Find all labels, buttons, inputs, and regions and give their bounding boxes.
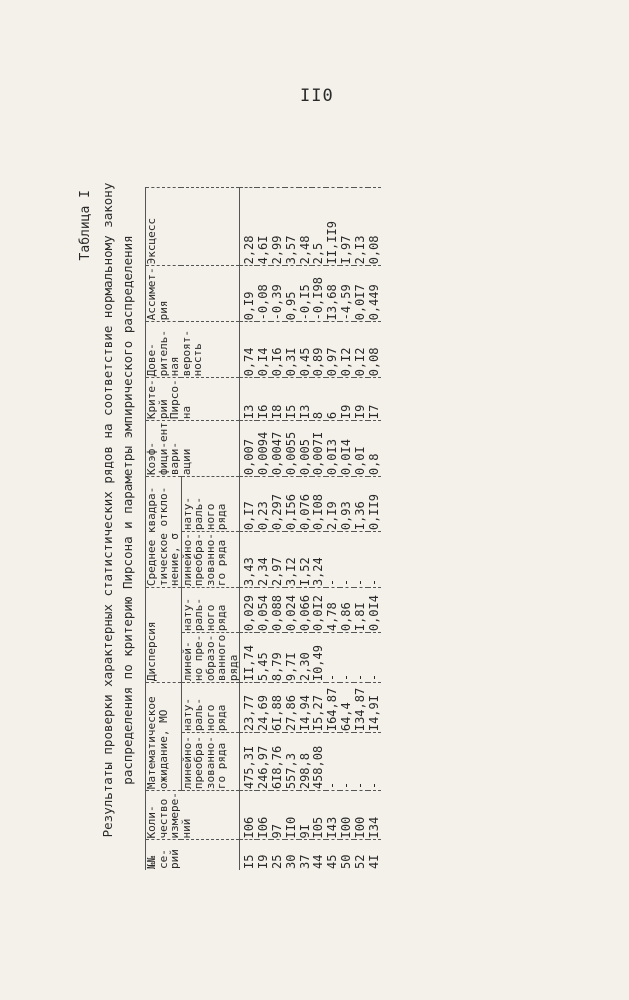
- header-stddev-linear: линейно-преобра-зованно-го ряда: [181, 532, 240, 588]
- cell-count: I06: [257, 791, 271, 840]
- cell-count: I00: [340, 791, 354, 840]
- cell-pearson: 8: [312, 378, 326, 421]
- cell-mean-linear: 246,97: [257, 733, 271, 791]
- cell-excess: II,II9: [326, 188, 340, 266]
- table-row: [368, 188, 382, 870]
- cell-asymmetry: -0,39: [271, 266, 285, 322]
- cell-mean-natural: I4,9I: [368, 683, 382, 733]
- cell-dispersion-linear: 9,7I: [285, 633, 299, 683]
- header-probability: Дове-ритель-ная вероят-ность: [146, 322, 240, 378]
- table-row: [285, 188, 299, 870]
- cell-dispersion-natural: 0,0I4: [368, 588, 382, 633]
- cell-excess: 2,48: [299, 188, 313, 266]
- cell-variation: 0,007: [240, 421, 257, 477]
- cell-stddev-linear: 2,34: [257, 532, 271, 588]
- table-title-line-2: распределения по критерию Пирсона и параметры эмпирического распределения: [120, 235, 135, 785]
- cell-dispersion-natural: 0,054: [257, 588, 271, 633]
- header-variation: Коэф-фици-ент вари-ации: [146, 421, 240, 477]
- cell-dispersion-natural: I,8I: [354, 588, 368, 633]
- header-count: Коли-чество измере-ний: [146, 791, 240, 840]
- cell-pearson: I3: [299, 378, 313, 421]
- cell-stddev-natural: 0,93: [340, 477, 354, 532]
- cell-asymmetry: 0,I9: [240, 266, 257, 322]
- cell-count: I43: [326, 791, 340, 840]
- cell-mean-linear: 6I8,76: [271, 733, 285, 791]
- cell-stddev-linear: -: [326, 532, 340, 588]
- cell-variation: 0,005: [299, 421, 313, 477]
- cell-stddev-linear: 2,97: [271, 532, 285, 588]
- cell-stddev-natural: 0,I08: [312, 477, 326, 532]
- cell-dispersion-natural: 4,78: [326, 588, 340, 633]
- cell-mean-natural: 27,86: [285, 683, 299, 733]
- cell-excess: 2,28: [240, 188, 257, 266]
- table-row: [257, 188, 271, 870]
- cell-mean-natural: I4,94: [299, 683, 313, 733]
- cell-stddev-linear: 3,I2: [285, 532, 299, 588]
- cell-variation: 0,0047: [271, 421, 285, 477]
- cell-variation: 0,0094: [257, 421, 271, 477]
- cell-excess: 2,99: [271, 188, 285, 266]
- cell-mean-natural: I34,87: [354, 683, 368, 733]
- cell-probability: 0,I4: [257, 322, 271, 378]
- cell-count: I05: [312, 791, 326, 840]
- cell-count: I06: [240, 791, 257, 840]
- cell-probability: 0,45: [299, 322, 313, 378]
- cell-variation: 0,0055: [285, 421, 299, 477]
- header-stddev: Среднее квадра-тическое откло-нение, σ: [146, 477, 182, 588]
- cell-probability: 0,74: [240, 322, 257, 378]
- cell-stddev-natural: 0,II9: [368, 477, 382, 532]
- cell-variation: 0,0I4: [340, 421, 354, 477]
- cell-mean-linear: 458,08: [312, 733, 326, 791]
- cell-stddev-linear: I,52: [299, 532, 313, 588]
- table-row: [271, 188, 285, 870]
- cell-mean-natural: 24,69: [257, 683, 271, 733]
- cell-dispersion-linear: -: [340, 633, 354, 683]
- cell-mean-linear: -: [326, 733, 340, 791]
- results-table: [145, 187, 381, 870]
- cell-excess: 3,57: [285, 188, 299, 266]
- table-header-row-1: [146, 188, 182, 870]
- table-title-line-1: Результаты проверки характерных статистических рядов на соответствие нормальному закону: [100, 182, 115, 838]
- cell-probability: 0,I6: [271, 322, 285, 378]
- cell-asymmetry: -4,59: [340, 266, 354, 322]
- cell-stddev-natural: 0,076: [299, 477, 313, 532]
- cell-stddev-natural: 2,I9: [326, 477, 340, 532]
- header-expectation-linear: линейно-преобра-зованно-го ряда: [181, 733, 240, 791]
- cell-mean-natural: I64,87: [326, 683, 340, 733]
- cell-dispersion-natural: 0,088: [271, 588, 285, 633]
- header-pearson: Крите-рий Пирсо-на: [146, 378, 240, 421]
- table-row: [299, 188, 313, 870]
- cell-dispersion-linear: -: [354, 633, 368, 683]
- cell-stddev-linear: -: [368, 532, 382, 588]
- cell-asymmetry: 0,449: [368, 266, 382, 322]
- cell-series: I5: [240, 840, 257, 870]
- cell-count: II0: [285, 791, 299, 840]
- cell-stddev-natural: 0,297: [271, 477, 285, 532]
- cell-variation: 0,007I: [312, 421, 326, 477]
- header-asymmetry: Ассимет-рия: [146, 266, 240, 322]
- cell-stddev-linear: -: [340, 532, 354, 588]
- header-excess: Эксцесс: [146, 188, 240, 266]
- cell-dispersion-linear: -: [368, 633, 382, 683]
- cell-series: 50: [340, 840, 354, 870]
- cell-stddev-linear: 3,43: [240, 532, 257, 588]
- header-dispersion-natural: нату-раль-ного ряда: [181, 588, 240, 633]
- table-row: [326, 188, 340, 870]
- cell-variation: 0,8: [368, 421, 382, 477]
- cell-mean-linear: -: [354, 733, 368, 791]
- cell-count: I00: [354, 791, 368, 840]
- cell-series: 25: [271, 840, 285, 870]
- header-expectation-natural: нату-раль-ного ряда: [181, 683, 240, 733]
- cell-mean-natural: 64,4: [340, 683, 354, 733]
- cell-pearson: I9: [354, 378, 368, 421]
- cell-pearson: 6: [326, 378, 340, 421]
- cell-dispersion-linear: 2,30: [299, 633, 313, 683]
- table-caption: Таблица I: [78, 190, 93, 261]
- cell-series: 37: [299, 840, 313, 870]
- cell-pearson: I9: [340, 378, 354, 421]
- table-row: [240, 188, 257, 870]
- cell-asymmetry: 0,0I7: [354, 266, 368, 322]
- cell-stddev-natural: 0,I7: [240, 477, 257, 532]
- cell-stddev-linear: -: [354, 532, 368, 588]
- cell-stddev-linear: 3,24: [312, 532, 326, 588]
- cell-pearson: I3: [240, 378, 257, 421]
- cell-variation: 0,0I3: [326, 421, 340, 477]
- cell-series: 45: [326, 840, 340, 870]
- cell-mean-linear: 557,3: [285, 733, 299, 791]
- cell-probability: 0,I2: [354, 322, 368, 378]
- table-row: [354, 188, 368, 870]
- cell-asymmetry: -0,I98: [312, 266, 326, 322]
- cell-mean-linear: -: [340, 733, 354, 791]
- cell-asymmetry: -0,I5: [299, 266, 313, 322]
- cell-probability: 0,89: [312, 322, 326, 378]
- cell-dispersion-natural: 0,029: [240, 588, 257, 633]
- cell-series: 44: [312, 840, 326, 870]
- cell-mean-linear: 298,8: [299, 733, 313, 791]
- table-row: [312, 188, 326, 870]
- cell-dispersion-linear: I0,49: [312, 633, 326, 683]
- cell-mean-linear: 475,3I: [240, 733, 257, 791]
- header-stddev-natural: нату-раль-ного ряда: [181, 477, 240, 532]
- rotated-page-content: [78, 150, 618, 870]
- page-number: II0: [300, 86, 334, 106]
- cell-count: 9I: [299, 791, 313, 840]
- cell-excess: 2,5: [312, 188, 326, 266]
- cell-probability: 0,I2: [340, 322, 354, 378]
- table-row: [340, 188, 354, 870]
- cell-excess: 2,I3: [354, 188, 368, 266]
- header-series: №№ се-рий: [146, 840, 240, 870]
- cell-excess: I,97: [340, 188, 354, 266]
- cell-excess: 0,08: [368, 188, 382, 266]
- cell-asymmetry: -0,08: [257, 266, 271, 322]
- header-expectation: Математическое ожидание, МО: [146, 683, 182, 791]
- cell-mean-natural: 23,77: [240, 683, 257, 733]
- cell-pearson: I6: [257, 378, 271, 421]
- cell-series: I9: [257, 840, 271, 870]
- cell-asymmetry: I3,68: [326, 266, 340, 322]
- header-dispersion: Дисперсия: [146, 588, 182, 683]
- cell-asymmetry: 0,95: [285, 266, 299, 322]
- cell-stddev-natural: 0,23: [257, 477, 271, 532]
- cell-dispersion-linear: II,74: [240, 633, 257, 683]
- cell-dispersion-natural: 0,86: [340, 588, 354, 633]
- cell-stddev-natural: 0,I56: [285, 477, 299, 532]
- cell-dispersion-natural: 0,066: [299, 588, 313, 633]
- cell-pearson: I7: [368, 378, 382, 421]
- cell-stddev-natural: I,36: [354, 477, 368, 532]
- cell-dispersion-linear: 8,79: [271, 633, 285, 683]
- cell-probability: 0,3I: [285, 322, 299, 378]
- cell-excess: 4,6I: [257, 188, 271, 266]
- cell-count: 97: [271, 791, 285, 840]
- cell-dispersion-natural: 0,024: [285, 588, 299, 633]
- cell-probability: 0,08: [368, 322, 382, 378]
- cell-mean-natural: I5,27: [312, 683, 326, 733]
- cell-probability: 0,97: [326, 322, 340, 378]
- cell-count: I34: [368, 791, 382, 840]
- header-dispersion-linear: линей-но пре-образо-ванного ряда: [181, 633, 240, 683]
- cell-dispersion-linear: -: [326, 633, 340, 683]
- cell-series: 4I: [368, 840, 382, 870]
- cell-series: 52: [354, 840, 368, 870]
- cell-pearson: I5: [285, 378, 299, 421]
- cell-pearson: I8: [271, 378, 285, 421]
- cell-variation: 0,0I: [354, 421, 368, 477]
- cell-mean-natural: 6I,88: [271, 683, 285, 733]
- cell-mean-linear: -: [368, 733, 382, 791]
- cell-dispersion-linear: 5,45: [257, 633, 271, 683]
- cell-dispersion-natural: 0,0I2: [312, 588, 326, 633]
- cell-series: 30: [285, 840, 299, 870]
